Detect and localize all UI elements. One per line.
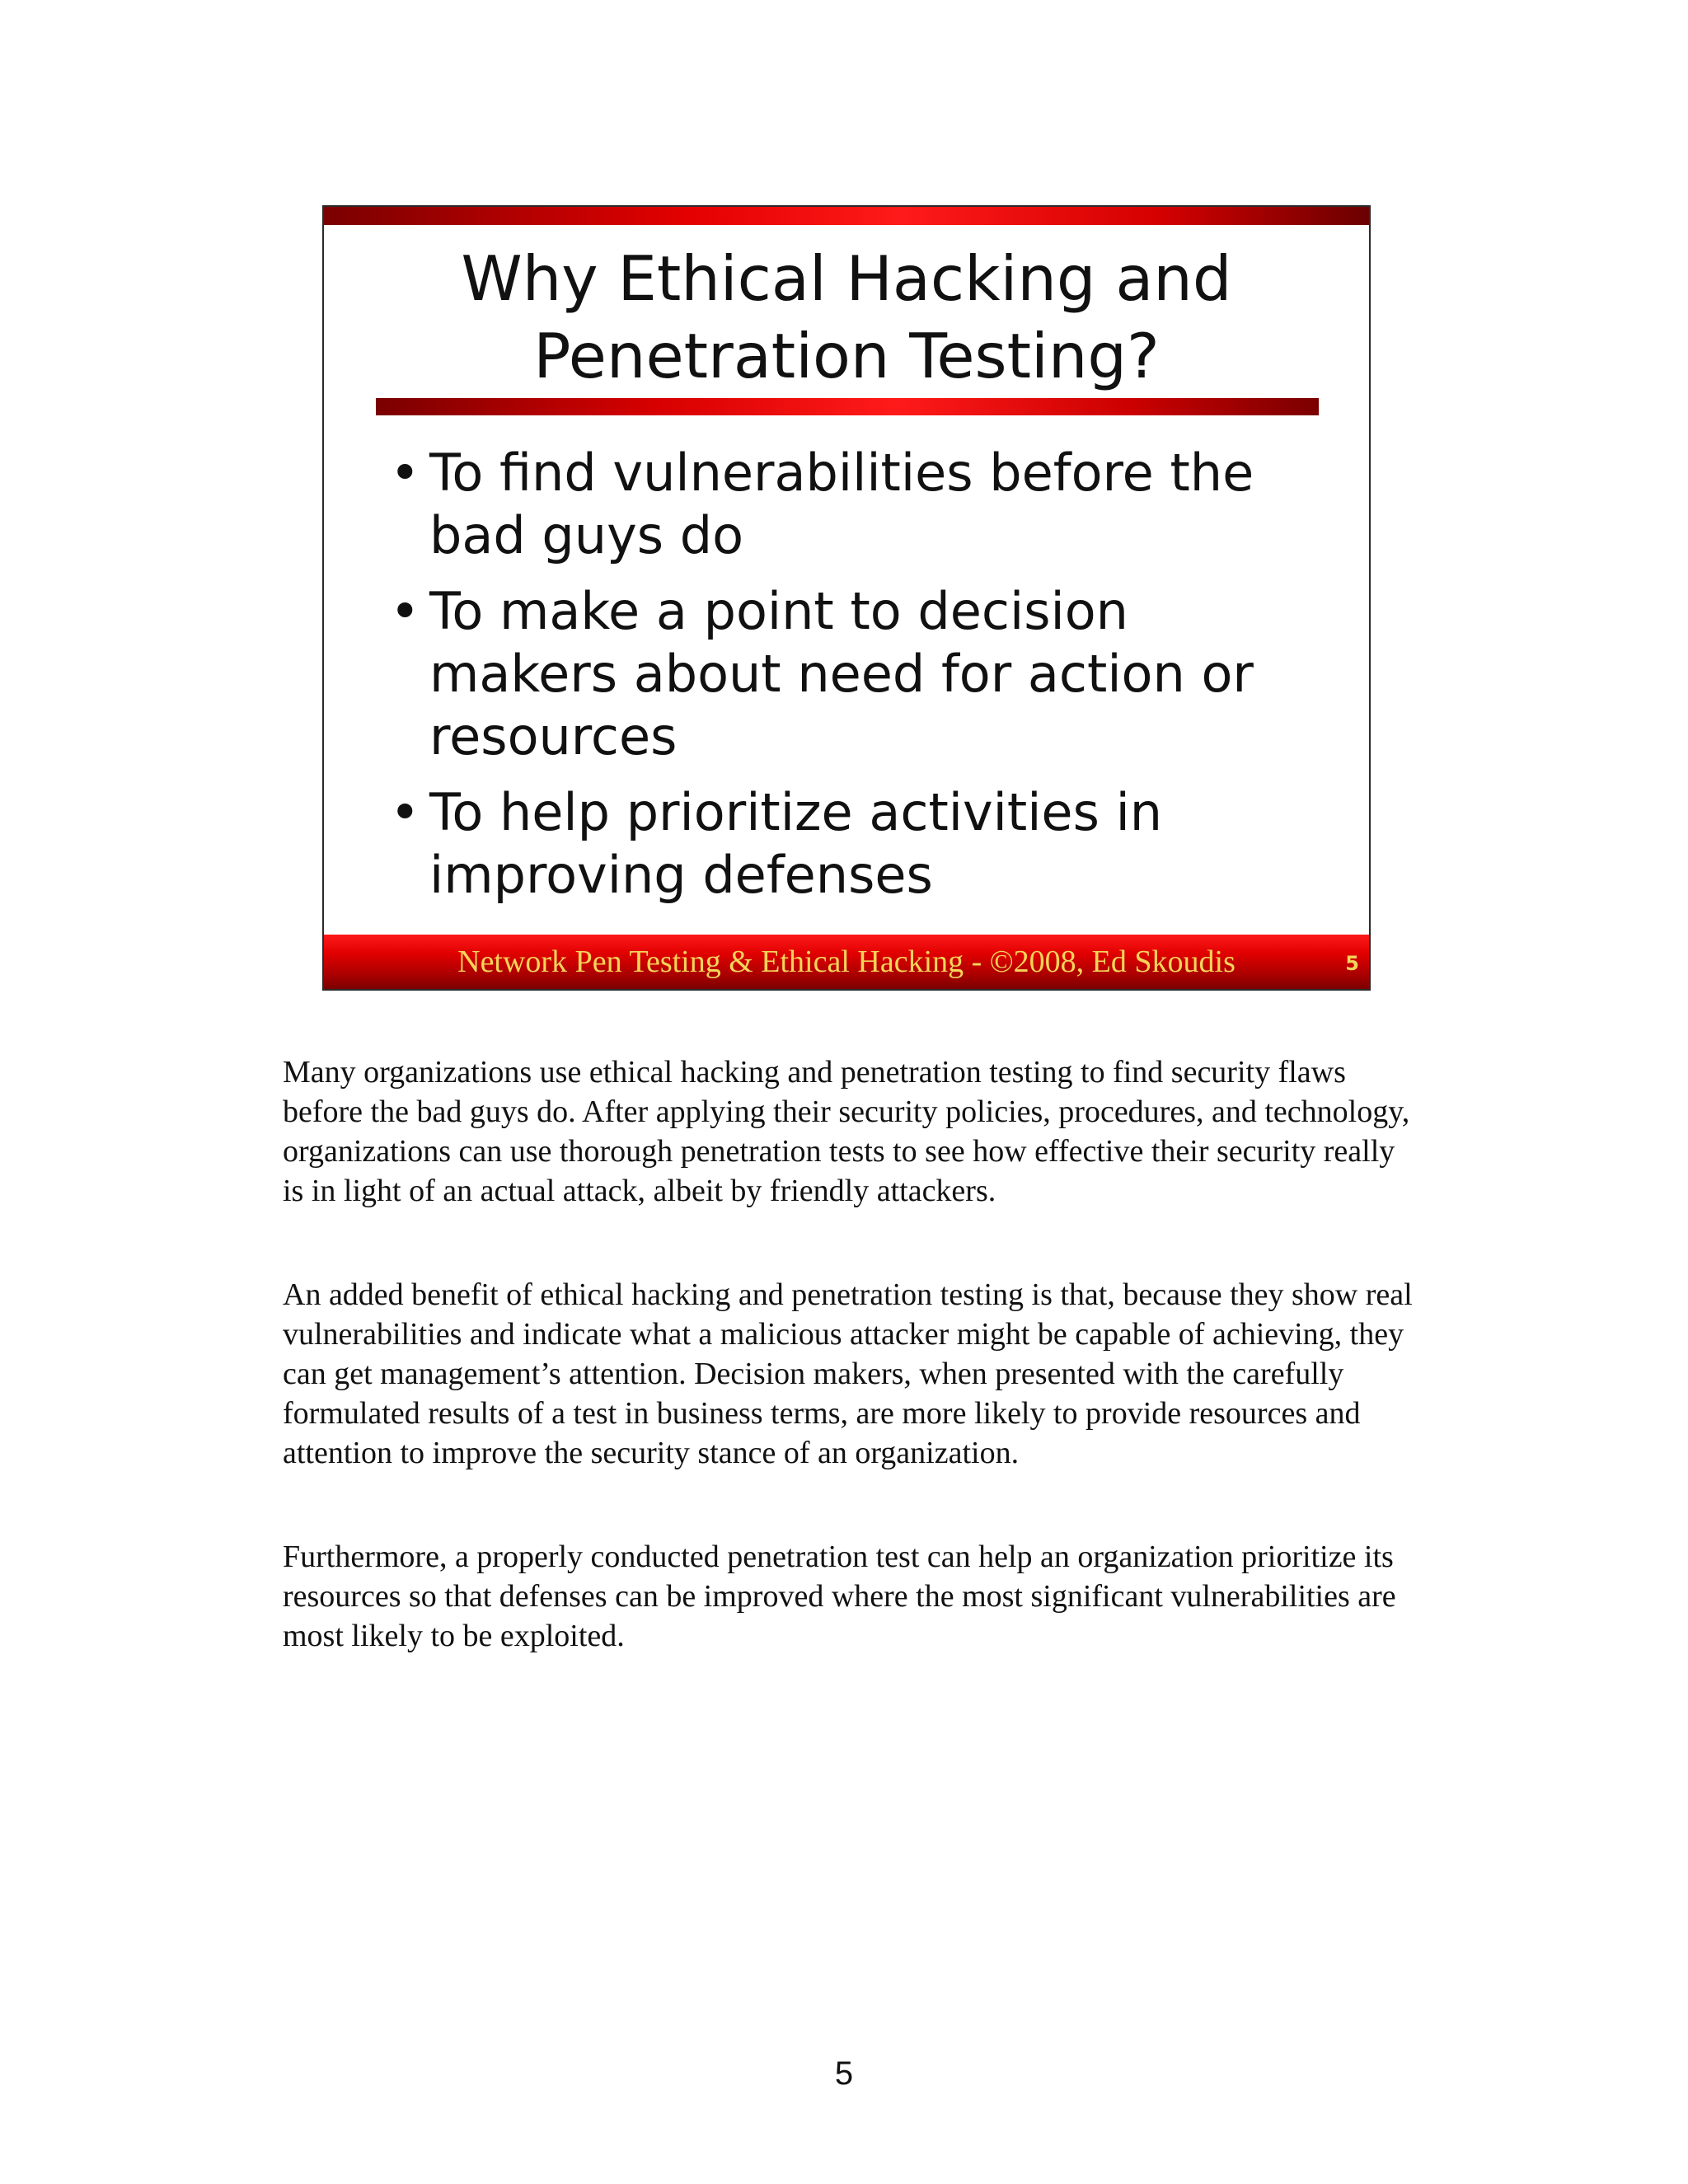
slide-bullet-text: To make a point to decision makers about need for action or resources bbox=[429, 581, 1254, 766]
slide-footer-bar bbox=[324, 935, 1369, 989]
bullet-icon: • bbox=[390, 443, 420, 503]
slide-footer-text: Network Pen Testing & Ethical Hacking - ©2008, Ed Skoudis bbox=[457, 944, 1236, 979]
slide-bullet-list bbox=[390, 442, 1321, 920]
slide-number: 5 bbox=[1345, 952, 1359, 975]
slide-bullet-item bbox=[390, 781, 1321, 907]
slide-bullet-item bbox=[390, 442, 1321, 567]
slide-bullet-item bbox=[390, 580, 1321, 768]
slide-title-line-1: Why Ethical Hacking and bbox=[461, 242, 1232, 315]
bullet-icon: • bbox=[390, 782, 420, 842]
notes-paragraph: An added benefit of ethical hacking and penetration testing is that, because they show real vulnerabilities and indicate what a malicious attacker might be capable of achieving, they can get management’s attention. Decision makers, when presented with the carefully formulated results of a test in business terms, are more likely to provide resources and attention to improve the security stance of an organization. bbox=[283, 1277, 1413, 1470]
page-number: 5 bbox=[834, 2055, 854, 2092]
slide-title bbox=[324, 240, 1369, 395]
slide-bullet-text: To find vulnerabilities before the bad guys do bbox=[429, 443, 1254, 565]
notes-paragraph: Many organizations use ethical hacking and penetration testing to find security flaws before the bad guys do. After applying their security policies, procedures, and technology, organizations can use thorough penetration tests to see how effective their security really is in light of an actual attack, albeit by friendly attackers. bbox=[283, 1055, 1410, 1208]
slide-top-bar bbox=[324, 207, 1369, 225]
notes-body bbox=[283, 1052, 1420, 1720]
notes-paragraph: Furthermore, a properly conducted penetration test can help an organization prioritize its resources so that defenses can be improved where the most significant vulnerabilities are most likely to be exploited. bbox=[283, 1540, 1396, 1653]
bullet-icon: • bbox=[390, 581, 420, 641]
slide-panel bbox=[322, 205, 1371, 991]
slide-title-line-2: Penetration Testing? bbox=[533, 320, 1160, 392]
title-underline-bar bbox=[376, 398, 1319, 415]
slide-bullet-text: To help prioritize activities in improving defenses bbox=[429, 782, 1163, 905]
